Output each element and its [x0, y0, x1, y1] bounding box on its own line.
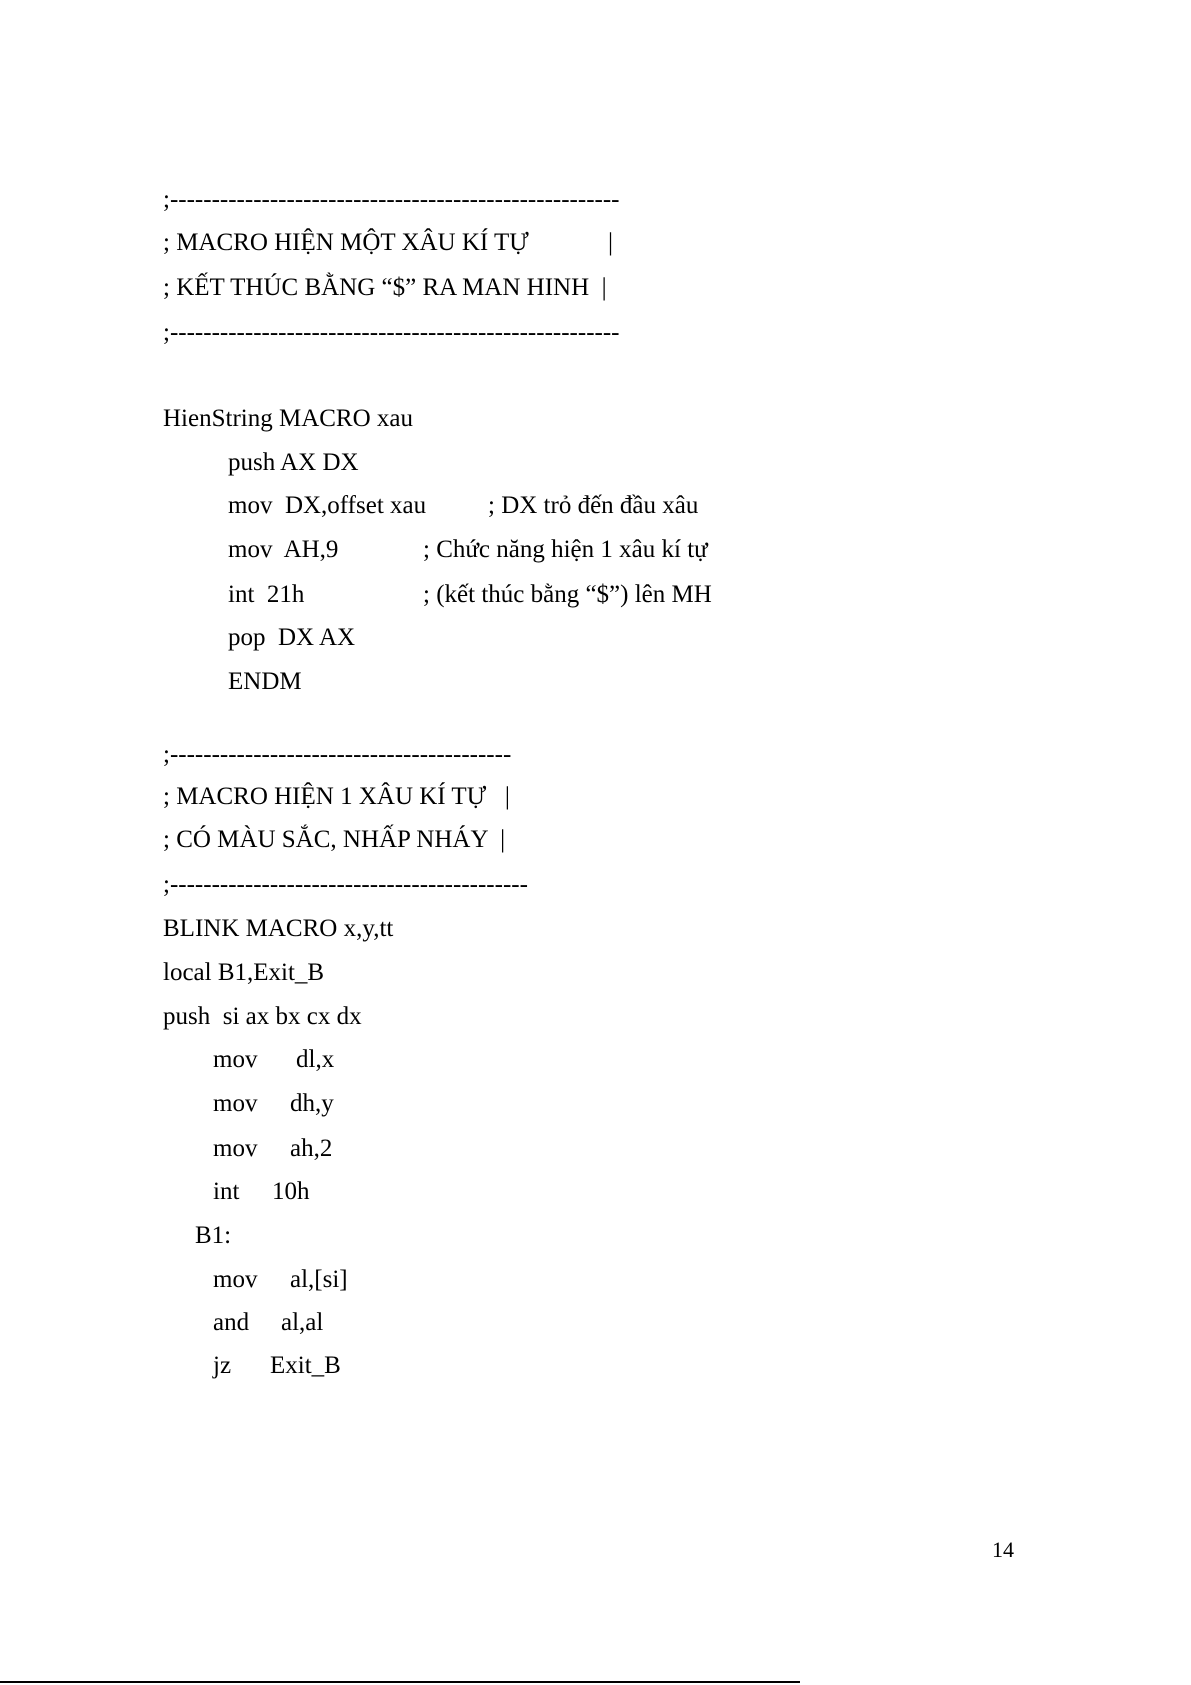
code-comment: ; (kết thúc bằng “$”) lên MH — [423, 581, 712, 608]
code-op: and — [213, 1309, 250, 1336]
code-arg: 10h — [272, 1178, 310, 1205]
comment-rule-top: ;----------------------------------------- — [163, 741, 512, 768]
code-op: jz — [213, 1352, 232, 1379]
code-label: B1: — [195, 1222, 232, 1249]
comment-rule-bottom: ;------------------------------------------- — [163, 871, 528, 898]
code-op: mov — [213, 1266, 258, 1293]
code-arg: ah,2 — [290, 1135, 333, 1162]
code-comment: ; DX trỏ đến đầu xâu — [488, 492, 699, 519]
code-op: mov — [213, 1046, 258, 1073]
code-line: local B1,Exit_B — [163, 959, 325, 986]
code-op: mov — [213, 1135, 258, 1162]
code-line: mov AH,9 — [228, 536, 339, 563]
macro-header: HienString MACRO xau — [163, 405, 413, 432]
comment-rule-top: ;------------------------------------------------------ — [163, 186, 620, 213]
code-comment: ; Chức năng hiện 1 xâu kí tự — [423, 536, 708, 563]
comment-line: ; MACRO HIỆN 1 XÂU KÍ TỰ | — [163, 783, 510, 810]
comment-rule-bottom: ;------------------------------------------------------ — [163, 319, 620, 346]
code-line: push si ax bx cx dx — [163, 1003, 362, 1030]
code-line: int 21h — [228, 581, 305, 608]
code-arg: Exit_B — [270, 1352, 341, 1379]
code-line: ENDM — [228, 668, 302, 695]
code-op: int — [213, 1178, 240, 1205]
code-arg: al,al — [281, 1309, 324, 1336]
page-number: 14 — [992, 1537, 1014, 1562]
code-op: mov — [213, 1090, 258, 1117]
code-line: pop DX AX — [228, 624, 356, 651]
code-arg: dl,x — [296, 1046, 335, 1073]
code-line: push AX DX — [228, 449, 359, 476]
comment-bar: | — [608, 229, 614, 256]
comment-line: ; KẾT THÚC BẰNG “$” RA MAN HINH | — [163, 274, 607, 301]
code-arg: dh,y — [290, 1090, 334, 1117]
comment-line: ; MACRO HIỆN MỘT XÂU KÍ TỰ — [163, 229, 529, 256]
code-line: mov DX,offset xau — [228, 492, 427, 519]
macro-header: BLINK MACRO x,y,tt — [163, 915, 394, 942]
code-arg: al,[si] — [290, 1266, 348, 1293]
bottom-rule — [0, 1681, 800, 1683]
comment-line: ; CÓ MÀU SẮC, NHẤP NHÁY | — [163, 826, 506, 853]
